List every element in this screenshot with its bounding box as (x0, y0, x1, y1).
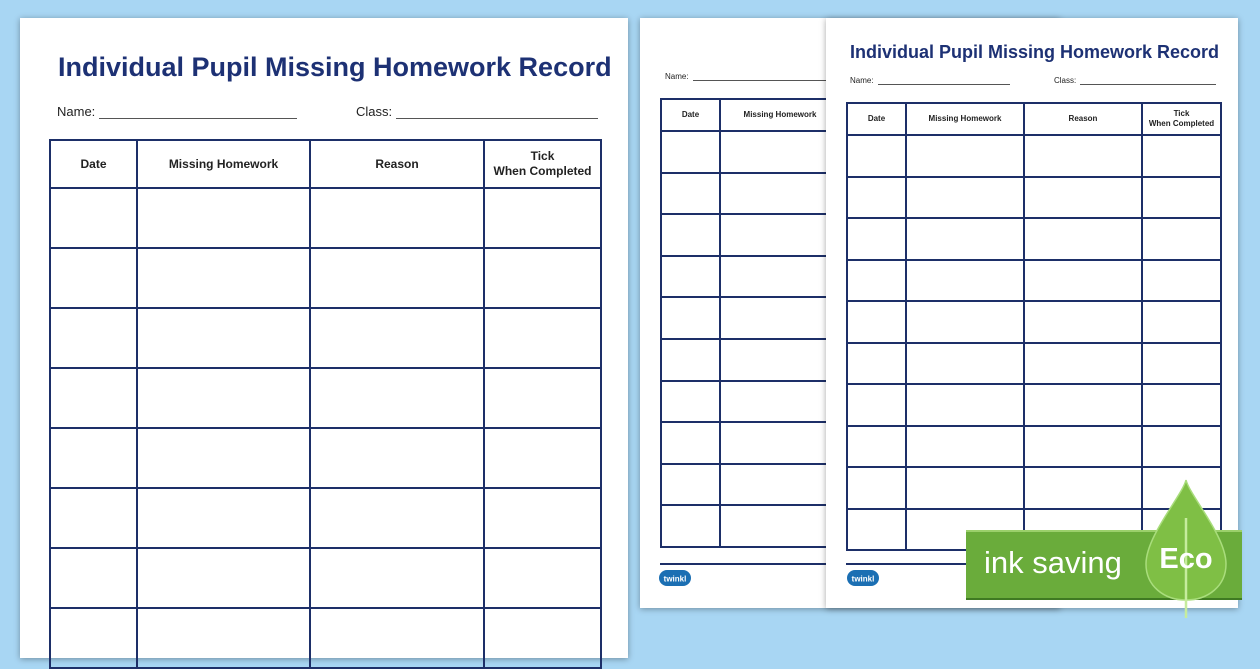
table-row (50, 368, 601, 428)
table-row (50, 308, 601, 368)
table-cell (661, 173, 720, 215)
table-cell (1142, 384, 1221, 426)
table-cell (661, 505, 720, 547)
table-cell (906, 260, 1024, 302)
table-cell (137, 488, 310, 548)
table-row (50, 608, 601, 668)
table-cell (661, 256, 720, 298)
table-header-row (847, 103, 1221, 135)
twinkl-logo-text: twinkl (663, 574, 687, 584)
table-cell (720, 214, 840, 256)
column-header-missing-homework: Missing Homework (906, 103, 1024, 135)
table-cell (1142, 343, 1221, 385)
table-cell (847, 218, 906, 260)
table-cell (484, 308, 601, 368)
table-cell (847, 384, 906, 426)
table-row (847, 384, 1221, 426)
table-row (847, 301, 1221, 343)
table-cell (1024, 426, 1142, 468)
name-label: Name: (665, 72, 689, 81)
when-completed-label: When Completed (493, 164, 592, 178)
table-cell (847, 135, 906, 177)
class-label: Class: (1054, 76, 1077, 85)
table-cell (847, 426, 906, 468)
table-cell (310, 248, 484, 308)
table-cell (847, 260, 906, 302)
twinkl-logo (846, 568, 880, 588)
table-cell (720, 131, 840, 173)
table-row (847, 177, 1221, 219)
table-cell (906, 135, 1024, 177)
twinkl-logo-text: twinkl (851, 574, 875, 584)
table-cell (137, 428, 310, 488)
table-cell (720, 339, 840, 381)
table-row (847, 135, 1221, 177)
table-row (50, 488, 601, 548)
table-cell (50, 248, 137, 308)
table-cell (310, 428, 484, 488)
tick-label: Tick (530, 149, 555, 163)
table-cell (720, 297, 840, 339)
table-row (50, 548, 601, 608)
column-header-date: Date (847, 103, 906, 135)
table-cell (1024, 384, 1142, 426)
table-row (50, 248, 601, 308)
table-cell (720, 381, 840, 423)
table-cell (661, 131, 720, 173)
column-header-missing-homework: Missing Homework (720, 99, 840, 131)
table-cell (484, 488, 601, 548)
twinkl-logo (658, 568, 692, 588)
table-cell (1024, 135, 1142, 177)
homework-table (49, 139, 602, 669)
table-cell (1024, 177, 1142, 219)
table-cell (847, 509, 906, 551)
tick-label: Tick (1173, 109, 1190, 118)
table-cell (661, 339, 720, 381)
table-cell (720, 422, 840, 464)
table-row (50, 428, 601, 488)
table-cell (1024, 260, 1142, 302)
name-line (99, 118, 297, 119)
table-cell (50, 428, 137, 488)
column-header-missing-homework: Missing Homework (137, 140, 310, 188)
table-cell (720, 505, 840, 547)
column-header-date: Date (661, 99, 720, 131)
table-row (847, 426, 1221, 468)
name-field (57, 104, 297, 119)
table-cell (137, 188, 310, 248)
table-cell (1142, 177, 1221, 219)
column-header-reason: Reason (310, 140, 484, 188)
table-cell (661, 381, 720, 423)
table-cell (484, 188, 601, 248)
table-cell (720, 464, 840, 506)
table-cell (661, 214, 720, 256)
table-cell (484, 548, 601, 608)
table-cell (720, 256, 840, 298)
table-cell (1142, 260, 1221, 302)
table-cell (1142, 135, 1221, 177)
column-header-reason: Reason (1024, 103, 1142, 135)
class-line (1080, 84, 1216, 85)
table-cell (1024, 343, 1142, 385)
table-row (847, 218, 1221, 260)
table-cell (906, 426, 1024, 468)
table-cell (50, 368, 137, 428)
name-field (850, 76, 1010, 85)
eco-label: Eco (1159, 543, 1213, 575)
table-cell (137, 548, 310, 608)
table-cell (847, 177, 906, 219)
table-cell (50, 488, 137, 548)
table-cell (661, 464, 720, 506)
table-cell (484, 248, 601, 308)
table-cell (1142, 426, 1221, 468)
table-cell (661, 422, 720, 464)
name-field (665, 72, 853, 81)
table-cell (906, 343, 1024, 385)
table-cell (137, 368, 310, 428)
name-label: Name: (850, 76, 874, 85)
table-cell (310, 188, 484, 248)
table-cell (1024, 467, 1142, 509)
table-cell (906, 384, 1024, 426)
column-header-tick (1142, 103, 1221, 135)
table-cell (50, 308, 137, 368)
table-cell (484, 608, 601, 668)
when-completed-label: When Completed (1148, 119, 1215, 128)
worksheet-title: Individual Pupil Missing Homework Record (850, 42, 1220, 62)
table-cell (847, 301, 906, 343)
table-cell (906, 467, 1024, 509)
table-cell (1142, 218, 1221, 260)
table-cell (137, 248, 310, 308)
class-label: Class: (356, 104, 393, 119)
column-header-date: Date (50, 140, 137, 188)
table-row (847, 343, 1221, 385)
table-cell (484, 428, 601, 488)
table-cell (137, 608, 310, 668)
table-cell (310, 488, 484, 548)
worksheet-title: Individual Pupil Missing Homework Record (58, 52, 612, 82)
table-cell (1024, 301, 1142, 343)
worksheet-main (20, 18, 628, 658)
table-cell (50, 608, 137, 668)
table-cell (906, 218, 1024, 260)
table-body (50, 188, 601, 668)
table-cell (310, 548, 484, 608)
table-cell (1024, 218, 1142, 260)
table-cell (310, 608, 484, 668)
table-header-row (50, 140, 601, 188)
table-cell (906, 301, 1024, 343)
table-cell (50, 188, 137, 248)
table-cell (1142, 301, 1221, 343)
ink-saving-text: ink saving (984, 545, 1122, 580)
table-cell (484, 368, 601, 428)
table-cell (720, 173, 840, 215)
table-cell (310, 368, 484, 428)
class-field (1054, 76, 1216, 85)
table-row (50, 188, 601, 248)
name-line (878, 84, 1010, 85)
table-cell (847, 467, 906, 509)
name-label: Name: (57, 104, 96, 119)
table-cell (310, 308, 484, 368)
class-line (396, 118, 598, 119)
class-field (356, 104, 598, 119)
table-cell (906, 177, 1024, 219)
table-cell (847, 343, 906, 385)
table-row (847, 260, 1221, 302)
table-cell (50, 548, 137, 608)
table-cell (137, 308, 310, 368)
column-header-tick (484, 140, 601, 188)
table-cell (661, 297, 720, 339)
